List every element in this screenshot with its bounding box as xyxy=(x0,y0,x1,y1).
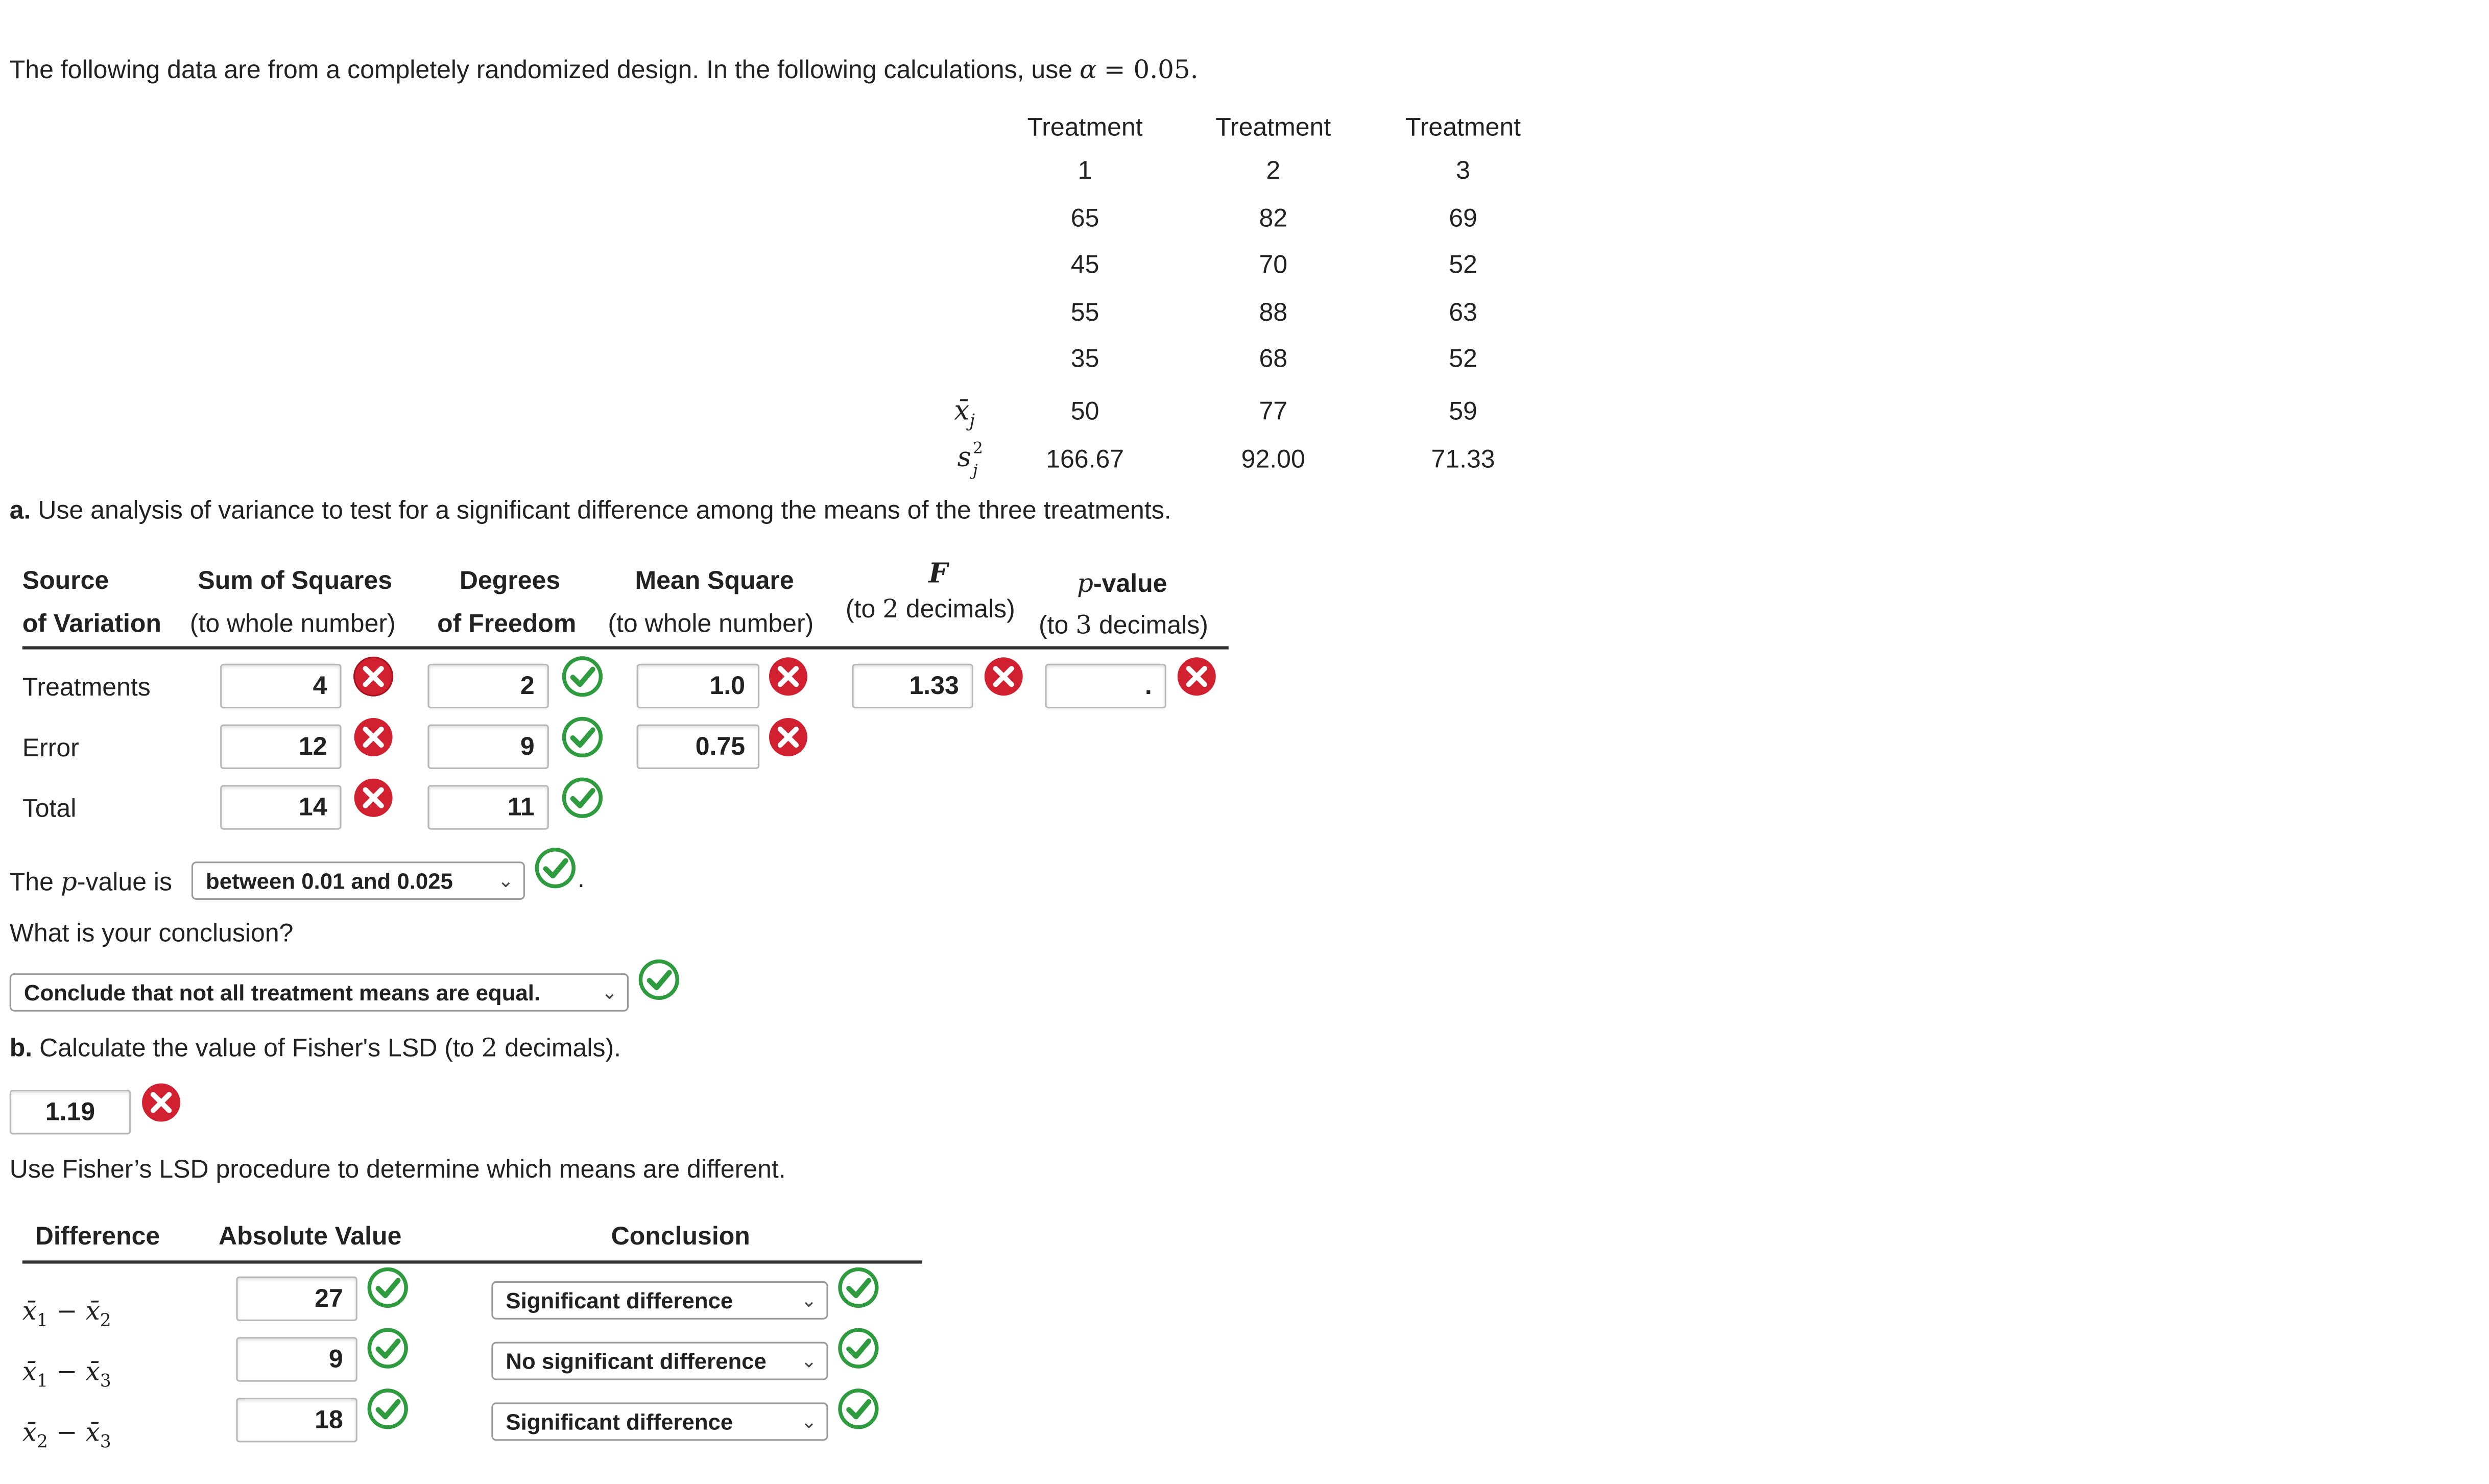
absolute-value-input[interactable]: 27 xyxy=(236,1277,357,1321)
part-b-prompt: b. Calculate the value of Fisher's LSD (to 2 decimals). xyxy=(9,1032,621,1063)
header-absolute-value: Absolute Value xyxy=(219,1224,402,1251)
chevron-down-icon: ⌄ xyxy=(801,1289,817,1312)
ss-error-input[interactable]: 12 xyxy=(220,724,341,769)
ms-error-input[interactable]: 0.75 xyxy=(637,724,760,769)
header-difference: Difference xyxy=(35,1224,160,1251)
variance-cell: 166.67 xyxy=(1046,446,1124,474)
conclusion-select[interactable]: Significant difference ⌄ xyxy=(491,1281,828,1320)
absolute-value-input[interactable]: 9 xyxy=(236,1337,357,1381)
treatment-number-2: 2 xyxy=(1266,158,1281,185)
header-f: F xyxy=(928,558,948,591)
intro-text xyxy=(10,54,1199,86)
variance-label: s 2 j xyxy=(957,440,983,481)
header-pvalue: p-value xyxy=(1076,568,1167,599)
header-f-sub: (to 2 decimals) xyxy=(845,593,1015,624)
alpha-value: = 0.05. xyxy=(1104,54,1199,85)
data-cell: 63 xyxy=(1449,300,1477,327)
mean-cell: 50 xyxy=(1070,399,1099,426)
mean-label: $x̄_j$ xyxy=(954,395,975,432)
anova-header-rule xyxy=(22,646,1229,649)
correct-icon xyxy=(837,1328,879,1369)
treatment-header-1: Treatment xyxy=(1027,114,1143,142)
correct-icon xyxy=(562,716,603,758)
data-cell: 70 xyxy=(1259,252,1288,279)
source-total: Total xyxy=(22,796,77,824)
incorrect-icon xyxy=(983,656,1024,697)
chevron-down-icon: ⌄ xyxy=(601,981,618,1004)
correct-icon xyxy=(367,1388,409,1429)
difference-label: $x̄_1$ − $x̄_2$ xyxy=(22,1296,111,1331)
data-cell: 55 xyxy=(1070,300,1099,327)
data-cell: 52 xyxy=(1449,252,1477,279)
difference-label: $x̄_1$ − $x̄_3$ xyxy=(22,1356,111,1392)
lsd-input[interactable]: 1.19 xyxy=(10,1090,131,1134)
pvalue-statement: The p-value is xyxy=(9,866,172,897)
treatment-number-3: 3 xyxy=(1456,158,1470,185)
incorrect-icon xyxy=(352,656,394,697)
pvalue-treatments-input[interactable]: . xyxy=(1045,664,1166,708)
header-source-sub: of Variation xyxy=(22,611,161,638)
source-error: Error xyxy=(22,735,79,763)
part-a-prompt: a. Use analysis of variance to test for a significant difference among the means of the three treatments. xyxy=(9,497,1171,525)
header-ms: Mean Square xyxy=(635,568,794,595)
header-ss-sub: (to whole number) xyxy=(189,611,396,638)
df-total-input[interactable]: 11 xyxy=(427,785,548,829)
ss-total-input[interactable]: 14 xyxy=(220,785,341,829)
data-cell: 82 xyxy=(1259,206,1288,233)
df-treatments-input[interactable]: 2 xyxy=(427,664,548,708)
incorrect-icon xyxy=(140,1082,182,1123)
alpha-symbol: α xyxy=(1079,54,1097,85)
incorrect-icon xyxy=(352,777,394,819)
correct-icon xyxy=(638,959,680,1000)
correct-icon xyxy=(837,1388,879,1429)
incorrect-icon xyxy=(768,716,809,758)
header-source: Source xyxy=(22,568,109,595)
data-cell: 88 xyxy=(1259,300,1288,327)
conclusion-question: What is your conclusion? xyxy=(9,920,294,948)
chevron-down-icon: ⌄ xyxy=(801,1410,817,1433)
header-ss: Sum of Squares xyxy=(198,568,393,595)
treatment-header-2: Treatment xyxy=(1215,114,1331,142)
data-cell: 69 xyxy=(1449,206,1477,233)
correct-icon xyxy=(367,1267,409,1308)
lsd-header-rule xyxy=(22,1260,922,1263)
header-ms-sub: (to whole number) xyxy=(608,611,814,638)
conclusion-select[interactable]: Significant difference ⌄ xyxy=(491,1402,828,1441)
correct-icon xyxy=(562,656,603,697)
mean-cell: 77 xyxy=(1259,399,1288,426)
pvalue-period: . xyxy=(578,866,585,894)
header-df-sub: of Freedom xyxy=(437,611,577,638)
incorrect-icon xyxy=(352,716,394,758)
correct-icon xyxy=(837,1267,879,1308)
absolute-value-input[interactable]: 18 xyxy=(236,1398,357,1442)
pvalue-range-select[interactable]: between 0.01 and 0.025 ⌄ xyxy=(192,861,525,900)
correct-icon xyxy=(562,777,603,819)
data-cell: 35 xyxy=(1070,346,1099,374)
conclusion-select[interactable]: No significant difference ⌄ xyxy=(491,1342,828,1380)
difference-label: $x̄_2$ − $x̄_3$ xyxy=(22,1417,111,1452)
incorrect-icon xyxy=(1176,656,1217,697)
lsd-procedure-prompt: Use Fisher’s LSD procedure to determine which means are different. xyxy=(9,1157,786,1184)
data-cell: 65 xyxy=(1070,206,1099,233)
treatment-header-3: Treatment xyxy=(1405,114,1521,142)
header-conclusion: Conclusion xyxy=(611,1224,750,1251)
mean-cell: 59 xyxy=(1449,399,1477,426)
treatment-number-1: 1 xyxy=(1078,158,1092,185)
correct-icon xyxy=(535,847,576,889)
correct-icon xyxy=(367,1328,409,1369)
f-treatments-input[interactable]: 1.33 xyxy=(852,664,973,708)
ss-treatments-input[interactable]: 4 xyxy=(220,664,341,708)
source-treatments: Treatments xyxy=(22,675,151,702)
chevron-down-icon: ⌄ xyxy=(801,1350,817,1372)
data-cell: 45 xyxy=(1070,252,1099,279)
header-pvalue-sub: (to 3 decimals) xyxy=(1038,609,1208,640)
ms-treatments-input[interactable]: 1.0 xyxy=(637,664,760,708)
data-cell: 68 xyxy=(1259,346,1288,374)
intro-sentence: The following data are from a completely randomized design. In the following calculations, use xyxy=(9,57,1073,85)
data-cell: 52 xyxy=(1449,346,1477,374)
conclusion-select[interactable]: Conclude that not all treatment means are equal. ⌄ xyxy=(10,973,629,1012)
chevron-down-icon: ⌄ xyxy=(497,869,514,892)
variance-cell: 71.33 xyxy=(1431,446,1495,474)
df-error-input[interactable]: 9 xyxy=(427,724,548,769)
incorrect-icon xyxy=(768,656,809,697)
variance-cell: 92.00 xyxy=(1241,446,1305,474)
header-df: Degrees xyxy=(459,568,561,595)
